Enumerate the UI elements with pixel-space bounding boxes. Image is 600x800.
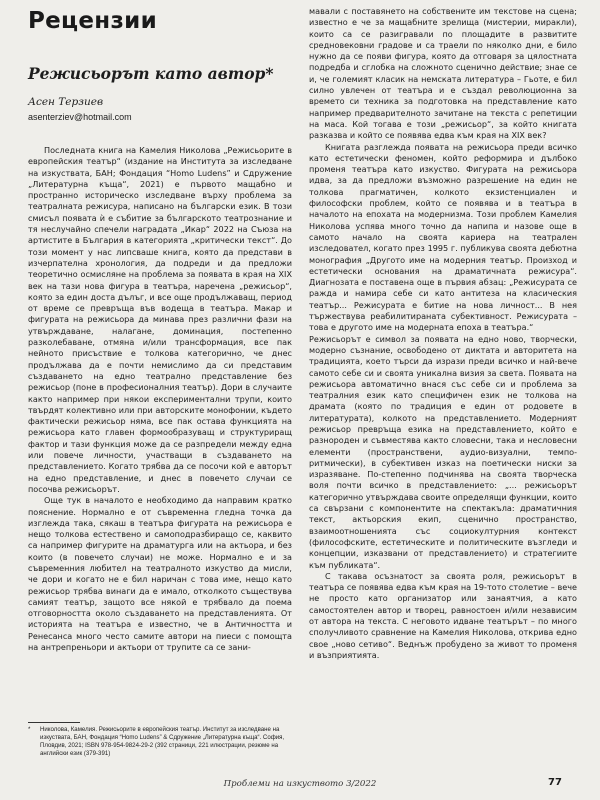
footnote-text: Николова, Камелия. Режисьорите в европейския театър. Институт за изследване на изкуствата, БАН, Фондация “Homo Ludens” & Сдружение „Литературна къща“. София, Пловдив, 2021; ISBN 978-954-9824-29-2 (392 страници, 221 илюстрации, резюме на английски език (379-391) (40, 726, 285, 757)
journal-footer: Проблеми на изкуството 3/2022 (223, 779, 377, 789)
article-title: Режисьорът като автор* (28, 64, 274, 83)
author-email[interactable]: asenterziev@hotmail.com (28, 112, 132, 122)
article-author: Асен Терзиев (28, 96, 104, 108)
paragraph: Режисьорът е символ за появата на едно ново, творчески, модерно съзнание, освободено от диктата и авторитета на традицията, което търси да изрази преди всичко и най-вече самото себе си и своята уникална визия за света. Появата на режисьора автоматично внася със себе си и проблема за театралния език като специфичен език не толкова на драмата (която по традиция е един от родовете в литературата), колкото на представлението. Модерният режисьор превръща езика на представлението, който е разнороден и съвместява както словесни, така и несловесни елементи (пространствени, аудио-визуални, темпо-ритмически), в субективен изказ на поетически ниски за изразяване. По-степенно подчинява на своята творческа воля почти всичко в представлението: „... режисьорът категорично утвърждава своите определящи функции, които са свързани с компонентите на спектакъла: драматичния текст, актьорския екип, сценично пространство, взаимоотношенията със социокултурния контекст (философските, естетическите и политическите възгледи и концепции, изказвани от представлението) и стратегиите към публиката“. (309, 333, 577, 570)
footnote-divider (28, 722, 80, 723)
paragraph: С такава осъзнатост за своята роля, режисьорът в театъра се появява едва към края на 19-тото столетие – вече не просто като организатор или занаятчия, а като самостоятелен автор и творец, равностоен и/или независим от автора на текста. С неговото идване театърът – по много сполучливото сравнение на Камелия Николова, открива едно свое „ново сетиво“. Веднъж пробудено за живот то променя и възприятията. (309, 570, 577, 660)
page-number: 77 (548, 777, 562, 788)
section-heading: Рецензии (28, 8, 157, 34)
paragraph: Още тук в началото е необходимо да направим кратко пояснение. Нормално е от съвременна гледна точка да изглежда така, сякаш в театъра фигурата на режисьора е нещо толкова естествено и самоподразбиращо се, каквито са например фигурите на драматурга или на актьора, и без които (в повечето случаи) не може. Нормално е и за съвременния любител на театралното изкуство да мисли, че дори и когато не е бил наричан с това име, нещо като режисьор трябва винаги да е имало, отколкото съществува самият театър, защото все някой е трябвало да поема отговорността около създаването на представленията. От историята на театъра е известно, че в Античността и Ренесанса много често самите автори на пиеси с помощта на антрепреньори и актьори от трупите са се зани- (28, 495, 292, 653)
right-column (309, 6, 577, 661)
footnote (28, 726, 290, 758)
paragraph: Книгата разглежда появата на режисьора преди всичко като естетически феномен, който реформира и дълбоко променя театъра като изкуство. Фигурата на режисьора идва, за да предложи възможно разрешение на един не толкова прагматичен, колкото екзистенциален и философски проблем, който се появява и в театъра в началото на епохата на модернизма. Този проблем Камелия Николова успява много точно да напипа и назове още в самото начало на своята кариера на театрален изследовател, когато през 1995 г. публикува своята дебютна монография „Другото име на модерния театър. Произход и естетически основания на драматичната режисура“. Диагнозата е поставена още в първия абзац: „Режисурата се ражда и намира себе си като антитеза на класическия театър... Режисурата е битие на нова личност... В нея тържествува реабилитираната субективност. Режисурата – това е другото име на модерната епоха в театъра.“ (309, 141, 577, 333)
left-column (28, 145, 292, 653)
paragraph: мавали с поставянето на собствените им текстове на сцена; известно е че за мащабните зрелища (мистерии, миракли), които са се разигравали по площадите в развитите средновековни градове и са траели по няколко дни, е било нужно да се появи фигура, която да отговаря за цялостната подредба и сглобка на сложното сценично действие; знае се и, че големият класик на немската литература – Гьоте, е бил силно увлечен от театъра и е създал революционна за времето си техника за подготовка на представление като например предварителното зачитане на текста с репетиции на маса. Кой тогава е този „режисьор“, за който книгата разказва и който се появява едва към края на XIX век? (309, 6, 577, 141)
footnote-mark: * (28, 726, 31, 733)
paragraph: Последната книга на Камелия Николова „Режисьорите в европейския театър“ (издание на Института за изследване на изкуствата, БАН; Фондация “Homo Ludens” и Сдружение „Литературна къща“, 2021) е първото мащабно и пространно историческо изследване върху проблема за театралната режисура, написано на български език. В този смисъл появата ѝ е събитие за българското театрознание и тя неслучайно спечели наградата „Икар“ 2022 на Съюза на артистите в България в категорията „критически текст“. До този момент у нас липсваше книга, която да представи в изчерпателна хронология, да подреди и да предложи теоретично осмисляне на проблема за появата в края на XIX век на тази нова фигура в театъра, наречена „режисьор“, която за един доста дълъг, и все още продължаващ, период от време се превръща във водеща в театъра. Макар и фигурата на режисьора да минава през различни фази на утвърждаване, налагане, доминация, постепенно разколебаване, отмяна и/или трансформация, все пак нейното присъствие е толкова категорично, че днес продължава да е почти немислимо да си представим създаването на едно театрално представление без режисьор (поне в професионалния театър). Дори в случаите както например при някои експериментални трупи, които твърдят колективно или при авторските монофонии, където фактически режисьор няма, все пак остава функцията на режисьора като главен формообразуващ и структуриращ фактор и тази функция може да се разпредели между една или повече личности, участващи в създаването на представлението. Когато трябва да се посочи кой е авторът на едно представление, и днес в повечето случаи се посочва режисьорът. (28, 145, 292, 494)
